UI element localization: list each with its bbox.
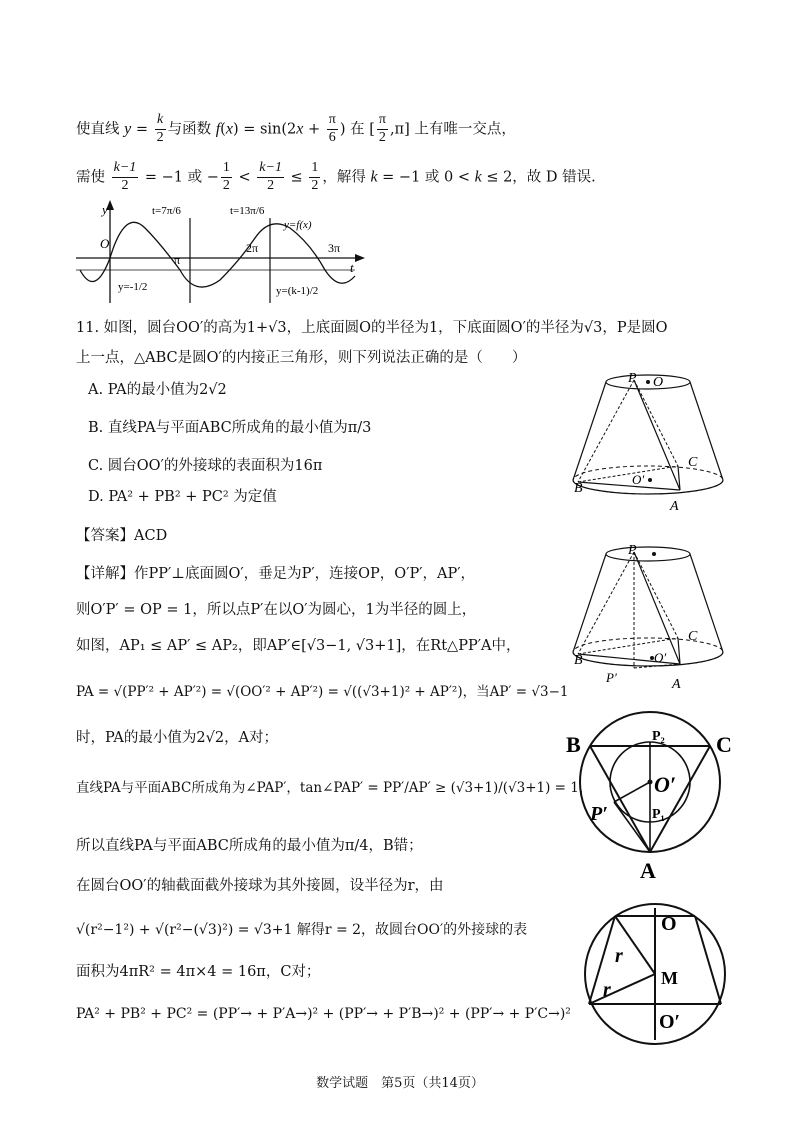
fig3-P2: P₂ [652, 729, 665, 744]
graph-yf: y=f(x) [284, 219, 312, 231]
frustum-figure-2 [568, 540, 733, 695]
detail-line-1: 【详解】作PP′⊥底面圆O′，垂足为P′，连接OP，O′P′，AP′， [76, 566, 476, 582]
fig3-A: A [640, 858, 656, 883]
detail-line-10: 面积为4πR² = 4π×4 = 16π，C对； [76, 964, 321, 980]
graph-t1: t=7π/6 [152, 205, 181, 217]
fig1-P: P [628, 371, 637, 386]
fig2-Op: O′ [654, 650, 667, 665]
fig2-A: A [672, 677, 681, 692]
fig1-Op: O′ [632, 472, 645, 487]
graph-t2: t=13π/6 [230, 205, 265, 217]
frustum-figure-1 [568, 370, 733, 515]
graph-origin: O [100, 236, 110, 251]
fig4-Op: O′ [659, 1011, 681, 1033]
fig1-C: C [688, 455, 698, 470]
fig2-P: P [628, 543, 637, 558]
detail-line-4: PA = √(PP′² + AP′²) = √(OO′² + AP′²) = √((√3+1)² + AP′²)，当AP′ = √3−1 [76, 684, 569, 700]
option-a: A. PA的最小值为2√2 [88, 382, 227, 398]
detail-line-3: 如图，AP₁ ≤ AP′ ≤ AP₂，即AP′∈[√3−1, √3+1]，在Rt△PP′A中， [76, 638, 521, 654]
sine-graph [70, 198, 370, 308]
detail-line-7: 所以直线PA与平面ABC所成角的最小值为π/4，B错； [76, 838, 423, 854]
detail-line-6: 直线PA与平面ABC所成角为∠PAP′，tan∠PAP′ = PP′/AP′ ≥ (√3+1)/(√3+1) = 1， [76, 780, 593, 796]
q11-line-2: 上一点，△ABC是圆O′的内接正三角形，则下列说法正确的是（ ） [76, 350, 527, 366]
fig1-O: O [653, 375, 664, 390]
graph-y-label: y [102, 202, 108, 217]
graph-2pi: 2π [246, 241, 259, 255]
fig2-C: C [688, 629, 698, 644]
option-c: C. 圆台OO′的外接球的表面积为16π [88, 458, 323, 474]
page-footer: 数学试题 第5页（共14页） [316, 1076, 484, 1091]
circle-triangle-figure [560, 710, 740, 885]
detail-line-9: √(r²−1²) + √(r²−(√3)²) = √3+1 解得r = 2，故圆台OO′的外接球的表 [76, 922, 528, 938]
option-b: B. 直线PA与平面ABC所成角的最小值为π/3 [88, 420, 372, 436]
graph-3pi: 3π [328, 241, 341, 255]
graph-yk: y=(k-1)/2 [276, 285, 319, 297]
detail-line-5: 时，PA的最小值为2√2，A对； [76, 730, 279, 746]
q11-line-1: 11. 如图，圆台OO′的高为1+√3，上底面圆O的半径为1，下底面圆O′的半径为√3，P是圆O [76, 320, 668, 336]
fig4-r2: r [603, 979, 611, 1001]
axial-section-figure [575, 900, 735, 1050]
detail-line-11: PA² + PB² + PC² = (PP′→ + P′A→)² + (PP′→ + P′B→)² + (PP′→ + P′C→)² [76, 1006, 571, 1022]
option-d: D. PA² + PB² + PC² 为定值 [88, 489, 277, 505]
graph-yneg: y=-1/2 [118, 281, 148, 293]
answer: 【答案】ACD [76, 528, 168, 544]
graph-pi: π [174, 253, 181, 267]
fig3-B: B [566, 732, 581, 757]
graph-t-label: t [350, 260, 354, 275]
fig3-Op: O′ [654, 772, 677, 797]
fig2-Pp: P′ [606, 670, 617, 685]
fig2-B: B [574, 653, 583, 668]
detail-line-2: 则O′P′ = OP = 1，所以点P′在以O′为圆心，1为半径的圆上， [76, 602, 477, 618]
fig3-C: C [716, 732, 732, 757]
prev-line-1: 使直线 y = $\frac{k}{2}$ 与函数 f(x) = sin(2x + $\frac{\pi}{6}$ ) 在 [ $\frac{\pi}{2}$ ,π] 上有唯一交点， [76, 112, 516, 145]
detail-line-8: 在圆台OO′的轴截面截外接球为其外接圆，设半径为r，由 [76, 878, 444, 894]
fig4-O: O [661, 913, 677, 935]
fig1-B: B [574, 481, 583, 496]
fig3-Pp: P′ [590, 803, 608, 825]
fig4-M: M [661, 968, 678, 988]
prev-line-2: 需使 $\frac{k-1}{2}$ = −1 或 − $\frac{1}{2}$ < $\frac{k-1}{2}$ ≤ $\frac{1}{2}$ ，解得 k = −1 或 0 < k ≤ 2，故 D 错误. [76, 160, 596, 193]
fig3-P1: P₁ [652, 807, 665, 822]
fig1-A: A [670, 499, 679, 514]
fig4-r1: r [615, 945, 623, 967]
